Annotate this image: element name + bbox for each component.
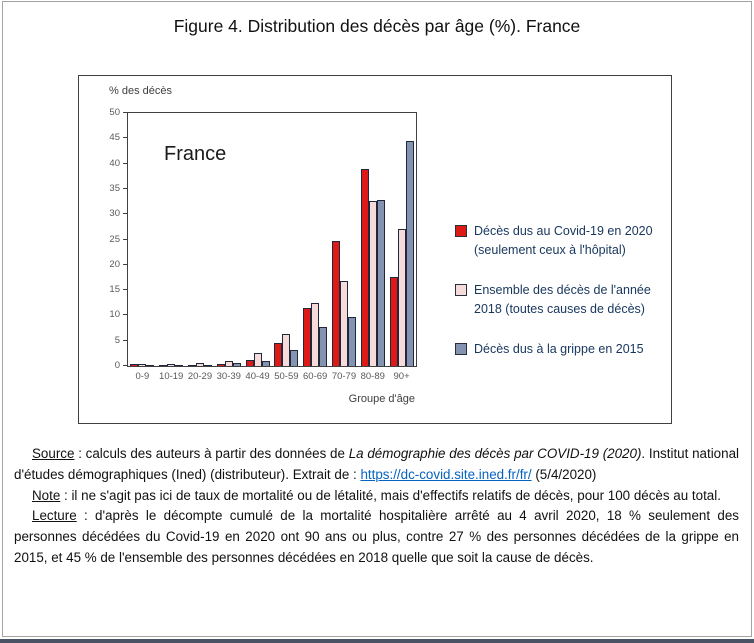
lecture-label: Lecture <box>32 508 77 524</box>
country-label: France <box>164 143 227 165</box>
bar-tous2018-20-29 <box>196 363 204 366</box>
bar-covid2020-40-49 <box>246 360 254 366</box>
bar-tous2018-50-59 <box>282 334 290 366</box>
x-tick-label-0-9: 0-9 <box>135 371 150 382</box>
source-date: (5/4/2020) <box>531 466 597 482</box>
y-tick-label-10: 10 <box>109 309 120 320</box>
x-tick-label-90+: 90+ <box>393 371 410 382</box>
source-title-italic: La démographie des décès par COVID-19 (2020) <box>348 446 642 461</box>
y-tick-label-40: 40 <box>109 158 120 169</box>
bar-group-50-59 <box>272 113 301 382</box>
y-tick-label-50: 50 <box>109 107 120 118</box>
bar-tous2018-0-9 <box>138 364 146 366</box>
bar-grippe2015-90+ <box>406 141 414 366</box>
y-tick-label-30: 30 <box>109 208 120 219</box>
bar-group-70-79 <box>330 113 359 382</box>
y-tick-label-45: 45 <box>109 132 120 143</box>
lecture-text: : d'après le décompte cumulé de la mortalité hospitalière arrêté au 4 avril 2020, 18 % seulement des personnes décédées du Covid-19 en 2020 ont 90 ans ou plus, contre 27 % des personnes décédées de la grippe en 2015, et 45 % de l'ensemble des personnes décédées en 2018 quelle que soit la cause de décès. <box>14 508 739 565</box>
bar-tous2018-40-49 <box>254 353 262 366</box>
legend-label: Décès dus à la grippe en 2015 <box>474 342 644 356</box>
legend-swatch-icon <box>455 225 467 237</box>
bar-tous2018-80-89 <box>369 201 377 366</box>
y-axis-title: % des décès <box>109 85 172 97</box>
bar-tous2018-30-39 <box>225 361 233 366</box>
chart-legend <box>455 222 667 359</box>
legend-label: Ensemble des décès de l'année 2018 (toutes causes de décès) <box>474 283 651 316</box>
y-tick-label-15: 15 <box>109 284 120 295</box>
bar-grippe2015-80-89 <box>377 200 385 366</box>
bar-tous2018-10-19 <box>167 364 175 366</box>
y-tick-label-5: 5 <box>114 335 120 346</box>
bar-covid2020-70-79 <box>332 241 340 366</box>
bottom-strip <box>0 639 754 643</box>
source-text-2: . Institut national d'études démographiques (Ined) (distributeur). Extrait de : <box>14 446 740 482</box>
x-tick-label-80-89: 80-89 <box>360 371 385 382</box>
bar-covid2020-30-39 <box>217 364 225 366</box>
bar-grippe2015-40-49 <box>262 361 270 366</box>
legend-item-0 <box>455 222 667 259</box>
y-tick-label-25: 25 <box>109 234 120 245</box>
source-note <box>14 444 739 486</box>
bar-covid2020-90+ <box>390 277 398 366</box>
x-tick-label-40-49: 40-49 <box>245 371 270 382</box>
bar-grippe2015-10-19 <box>175 365 183 366</box>
bar-grippe2015-20-29 <box>204 365 212 366</box>
note-label: Note <box>32 487 61 503</box>
legend-label: Décès dus au Covid-19 en 2020 (seulement ceux à l'hôpital) <box>474 224 653 257</box>
bar-covid2020-10-19 <box>159 365 167 366</box>
bar-group-60-69 <box>301 113 330 382</box>
note-note <box>14 486 739 507</box>
bar-covid2020-20-29 <box>188 365 196 366</box>
bar-group-90+ <box>387 113 416 382</box>
bar-covid2020-0-9 <box>130 364 138 366</box>
footnotes <box>14 444 739 569</box>
bar-group-80-89 <box>358 113 387 382</box>
x-tick-label-10-19: 10-19 <box>159 371 184 382</box>
x-axis-title: Groupe d'âge <box>348 393 415 405</box>
bar-covid2020-60-69 <box>303 308 311 366</box>
source-label: Source <box>32 446 75 461</box>
ined-link[interactable]: https://dc-covid.site.ined.fr/fr/ <box>360 466 532 482</box>
bar-grippe2015-0-9 <box>146 365 154 366</box>
x-tick-label-20-29: 20-29 <box>187 371 213 382</box>
y-tick-label-0: 0 <box>114 360 120 371</box>
chart-panel <box>78 75 672 424</box>
bar-group-0-9 <box>128 113 157 382</box>
legend-item-1 <box>455 281 667 318</box>
legend-swatch-icon <box>455 343 467 355</box>
y-tick-label-35: 35 <box>109 183 120 194</box>
bar-tous2018-90+ <box>398 229 406 366</box>
bar-tous2018-70-79 <box>340 281 348 366</box>
bar-group-40-49 <box>243 113 272 382</box>
bar-grippe2015-30-39 <box>233 363 241 366</box>
bar-covid2020-80-89 <box>361 169 369 366</box>
bar-tous2018-60-69 <box>311 303 319 366</box>
legend-item-2 <box>455 340 667 359</box>
note-text: : il ne s'agit pas ici de taux de mortalité ou de létalité, mais d'effectifs relatifs de décès, pour 100 décès au total. <box>60 487 721 503</box>
bar-grippe2015-50-59 <box>290 350 298 366</box>
x-tick-label-70-79: 70-79 <box>331 371 357 382</box>
x-tick-label-60-69: 60-69 <box>303 371 328 382</box>
y-tick-label-20: 20 <box>109 259 120 270</box>
x-tick-label-30-39: 30-39 <box>216 371 241 382</box>
source-text: : calculs des auteurs à partir des données de <box>74 446 349 461</box>
legend-swatch-icon <box>455 284 467 296</box>
plot-area <box>109 107 417 382</box>
figure-title: Figure 4. Distribution des décès par âge (%). France <box>173 16 581 36</box>
lecture-note <box>14 506 739 568</box>
bar-grippe2015-60-69 <box>319 327 327 366</box>
bar-grippe2015-70-79 <box>348 317 356 366</box>
x-tick-label-50-59: 50-59 <box>274 371 299 382</box>
bar-covid2020-50-59 <box>274 343 282 366</box>
